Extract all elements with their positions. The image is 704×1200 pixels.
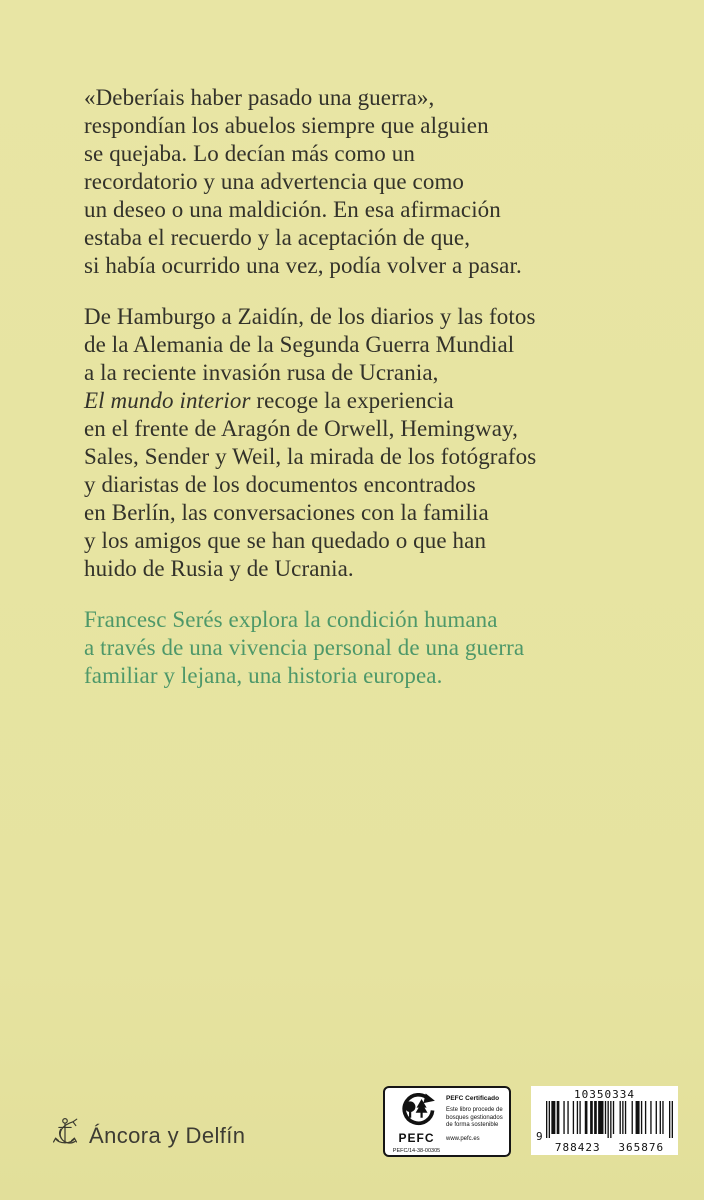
text-after-title: recoge la experiencia	[250, 388, 454, 413]
pefc-license-code: PEFC/14-38-00305	[392, 1148, 441, 1154]
text-line: a la reciente invasión rusa de Ucrania,	[84, 360, 439, 385]
pefc-trees-recycle-icon	[397, 1093, 437, 1131]
synopsis-paragraph-2	[84, 303, 644, 583]
text-line: estaba el recuerdo y la aceptación de que,	[84, 225, 471, 250]
pefc-description: Este libro procede de bosques gestionados de forma sostenible	[446, 1107, 503, 1128]
pefc-wordmark: PEFC	[398, 1131, 435, 1145]
isbn-barcode	[531, 1086, 678, 1155]
text-line: «Deberíais haber pasado una guerra»,	[84, 85, 435, 110]
text-line: y los amigos que se han quedado o que han	[84, 528, 487, 553]
pefc-logo-column	[392, 1093, 441, 1154]
imprint-name: Áncora y Delfín	[89, 1123, 246, 1148]
ean-leading-digit: 9	[536, 1130, 543, 1143]
text-line: recordatorio y una advertencia que como	[84, 169, 465, 194]
ean-digit-group: 365876	[618, 1141, 665, 1154]
text-line: se quejaba. Lo decían más como un	[84, 141, 415, 166]
text-line: si había ocurrido una vez, podía volver a pasar.	[84, 253, 522, 278]
barcode-bars	[546, 1101, 673, 1138]
text-line: familiar y lejana, una historia europea.	[84, 663, 443, 688]
text-line-with-book-title	[84, 387, 644, 415]
text-line: y diaristas de los documentos encontrados	[84, 472, 476, 497]
pefc-certification-label	[383, 1086, 511, 1157]
text-line: en Berlín, las conversaciones con la familia	[84, 500, 489, 525]
text-line: De Hamburgo a Zaidín, de los diarios y las fotos	[84, 304, 536, 329]
barcode-digits-row	[546, 1142, 673, 1154]
book-title-italic: El mundo interior	[84, 388, 251, 413]
text-line: huido de Rusia y de Ucrania.	[84, 556, 354, 581]
pefc-text-column	[446, 1093, 504, 1151]
text-line: en el frente de Aragón de Orwell, Hemingway,	[84, 416, 518, 441]
synopsis-paragraph-1	[84, 84, 644, 280]
author-highlight-paragraph	[84, 606, 644, 690]
barcode-bars-row	[536, 1101, 673, 1142]
text-line: de la Alemania de la Segunda Guerra Mundial	[84, 332, 515, 357]
pefc-url: www.pefc.es	[446, 1135, 480, 1142]
pefc-title: PEFC Certificado	[446, 1095, 500, 1102]
text-line: a través de una vivencia personal de una guerra	[84, 635, 525, 660]
text-line: Francesc Serés explora la condición humana	[84, 607, 498, 632]
barcode-top-number: 10350334	[574, 1088, 635, 1101]
text-line: respondían los abuelos siempre que alguien	[84, 113, 489, 138]
text-line: Sales, Sender y Weil, la mirada de los fotógrafos	[84, 444, 537, 469]
dolphin-anchor-icon	[50, 1116, 80, 1157]
imprint-logo	[50, 1112, 245, 1160]
back-cover-text	[84, 84, 644, 690]
text-line: un deseo o una maldición. En esa afirmación	[84, 197, 501, 222]
ean-digit-group: 788423	[554, 1141, 601, 1154]
